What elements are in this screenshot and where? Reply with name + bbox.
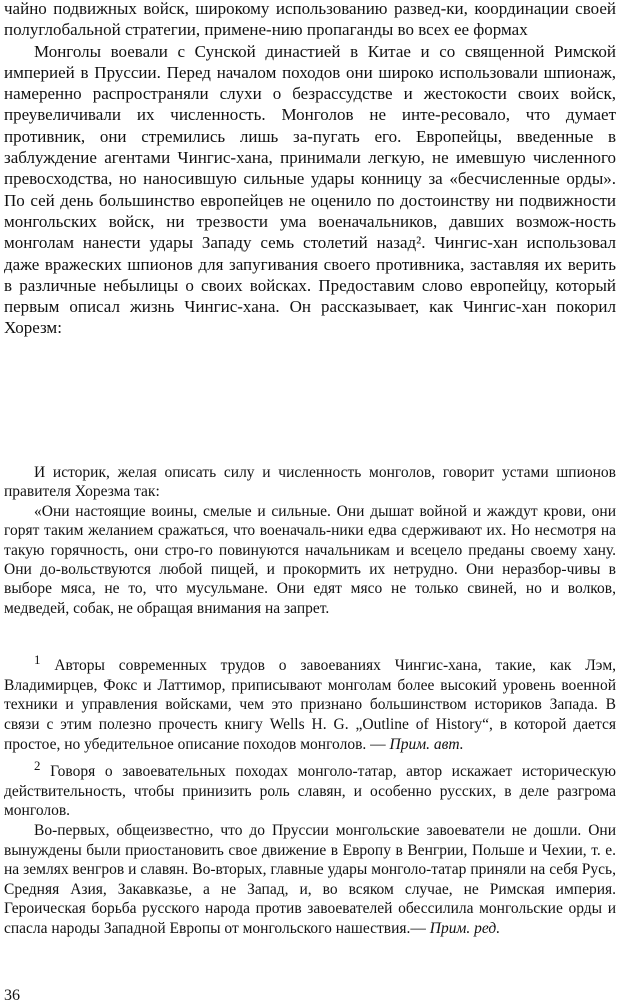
footnote-text: Во-первых, общеизвестно, что до Пруссии монгольские завоеватели не дошли. Они вынуждены были приостановить свое движение в Европу в Венгрии, Польше и Чехии, т. е. на землях венгров и славян. Во-вторых, главные удары монголо-татар приняли на себя Русь, Средняя Азия, Закавказье, а не Запад, и, во всяком случае, не Римская империя. Героическая борьба русского народа против завоевателей обессилила монгольские орды и спасла народы Западной Европы от монгольского нашествия.— [4, 822, 616, 938]
footnote-marker: 1 [34, 652, 41, 667]
footnote [4, 756, 616, 821]
footnote-continuation [4, 821, 616, 939]
quote-paragraph: И историк, желая описать силу и численность монголов, говорит устами шпионов правителя Хорезма так: [4, 464, 616, 501]
footnotes [4, 650, 616, 939]
body-paragraph: чайно подвижных войск, широкому использованию развед-ки, координации своей полуглобальной стратегии, примене-нию пропаганды во всех ее формах [4, 0, 616, 40]
footnote-attribution: Прим. ред. [429, 920, 501, 938]
quote-paragraph: «Они настоящие воины, смелые и сильные. Они дышат войной и жаждут крови, они горят таким желанием сражаться, что военачаль-ники едва сдерживают их. Но несмотря на такую горячность, они стро-го повинуются начальникам и всецело преданы своему хану. Они до-вольствуются любой пищей, и прокормить их нетрудно. Они неразбор-чивы в выборе мяса, не то, что мусульмане. Они едят мясо не только свиней, но и волков, медведей, собак, не обращая внимания на запрет. [4, 502, 616, 617]
footnote [4, 650, 616, 754]
footnote-text: Говоря о завоевательных походах монголо-татар, автор искажает историческую действительность, чтобы принизить роль славян, и особенно русских, в деле разгрома монголов. [4, 763, 616, 820]
footnote-marker: 2 [34, 758, 41, 774]
footnote-attribution: Прим. авт. [389, 735, 464, 753]
footnote-text: Авторы современных трудов о завоеваниях Чингис-хана, такие, как Лэм, Владимирцев, Фокс и Латтимор, приписывают монголам более высокий уровень военной техники и управления войсками, чем это признано большинством историков Запада. В связи с этим полезно прочесть книгу Wells H. G. „Outline of History“, в которой дается простое, но убедительное описание походов монголов. — [4, 657, 617, 753]
main-text [4, 0, 616, 339]
quotation-block [4, 463, 616, 618]
page-number: 36 [4, 987, 20, 1004]
body-paragraph: Монголы воевали с Сунской династией в Китае и со священной Римской империей в Пруссии. Перед началом походов они широко использовали шпионаж, намеренно распространяли слухи о безрассудстве и жестокости своих войск, преувеличивали их численность. Монголов не инте-ресовало, что думает противник, они стремились лишь за-пугать его. Европейцы, введенные в заблуждение агентами Чингис-хана, принимали легкую, не имевшую численного превосходства, но наносившую сильные удары конницу за «бесчисленные орды». По сей день большинство европейцев не оценило по достоинству ни подвижности монгольских войск, ни трезвости ума военачальников, давших возмож-ность монголам нанести удары Западу семь столетий назад². Чингис-хан использовал даже вражеских шпионов для запугивания своего противника, заставляя их верить в различные небылицы о своих войсках. Предоставим слово европейцу, который первым описал жизнь Чингис-хана. Он рассказывает, как Чингис-хан покорил Хорезм: [4, 41, 616, 338]
